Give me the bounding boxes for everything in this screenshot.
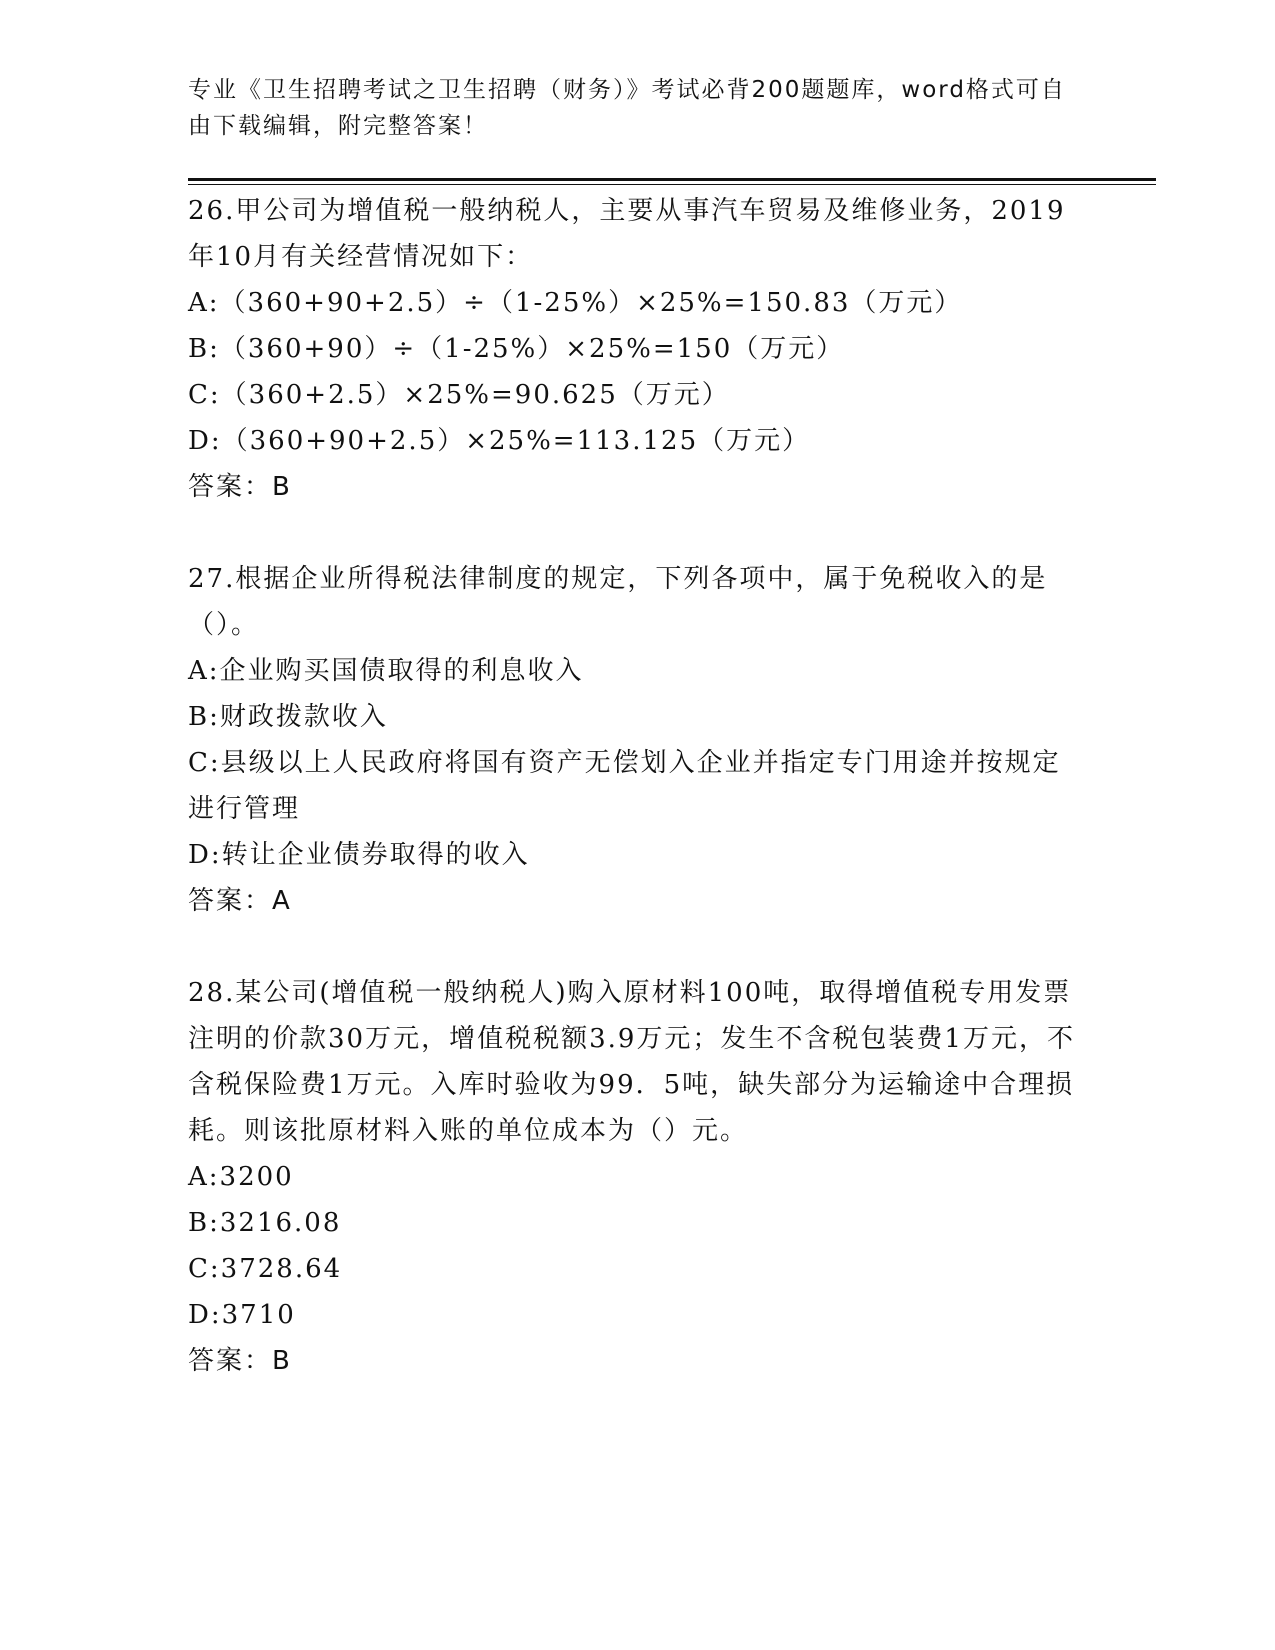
option-a: A:3200 — [188, 1162, 294, 1192]
answer-line: 答案：B — [188, 472, 292, 502]
header-rule-thin — [188, 184, 1156, 185]
header-rule-thick — [188, 178, 1156, 181]
option-b: B:（360+90）÷（1-25%）×25%=150（万元） — [188, 334, 845, 364]
option-a: A:企业购买国债取得的利息收入 — [188, 656, 584, 686]
option-c: C:（360+2.5）×25%=90.625（万元） — [188, 380, 730, 410]
question-27 — [188, 556, 1078, 924]
document-header: 专业《卫生招聘考试之卫生招聘（财务）》考试必背200题题库，word格式可自由下载编辑，附完整答案！ — [188, 77, 1066, 139]
answer-line: 答案：A — [188, 886, 292, 916]
question-list — [188, 188, 1078, 1430]
option-b: B:3216.08 — [188, 1208, 342, 1238]
option-c: C:县级以上人民政府将国有资产无偿划入企业并指定专门用途并按规定进行管理 — [188, 748, 1061, 824]
answer-line: 答案：B — [188, 1346, 292, 1376]
option-d: D:转让企业债券取得的收入 — [188, 840, 530, 870]
question-stem: 26.甲公司为增值税一般纳税人，主要从事汽车贸易及维修业务，2019年10月有关经营情况如下： — [188, 196, 1066, 272]
question-28 — [188, 970, 1078, 1384]
option-a: A:（360+90+2.5）÷（1-25%）×25%=150.83（万元） — [188, 288, 963, 318]
option-c: C:3728.64 — [188, 1254, 343, 1284]
question-stem: 28.某公司(增值税一般纳税人)购入原材料100吨，取得增值税专用发票注明的价款30万元，增值税税额3.9万元；发生不含税包装费1万元，不含税保险费1万元。入库时验收为99．5吨，缺失部分为运输途中合理损耗。则该批原材料入账的单位成本为（）元。 — [188, 978, 1075, 1146]
question-26 — [188, 188, 1078, 510]
option-d: D:（360+90+2.5）×25%=113.125（万元） — [188, 426, 811, 456]
option-b: B:财政拨款收入 — [188, 702, 388, 732]
question-stem: 27.根据企业所得税法律制度的规定，下列各项中，属于免税收入的是（）。 — [188, 564, 1048, 640]
option-d: D:3710 — [188, 1300, 296, 1330]
